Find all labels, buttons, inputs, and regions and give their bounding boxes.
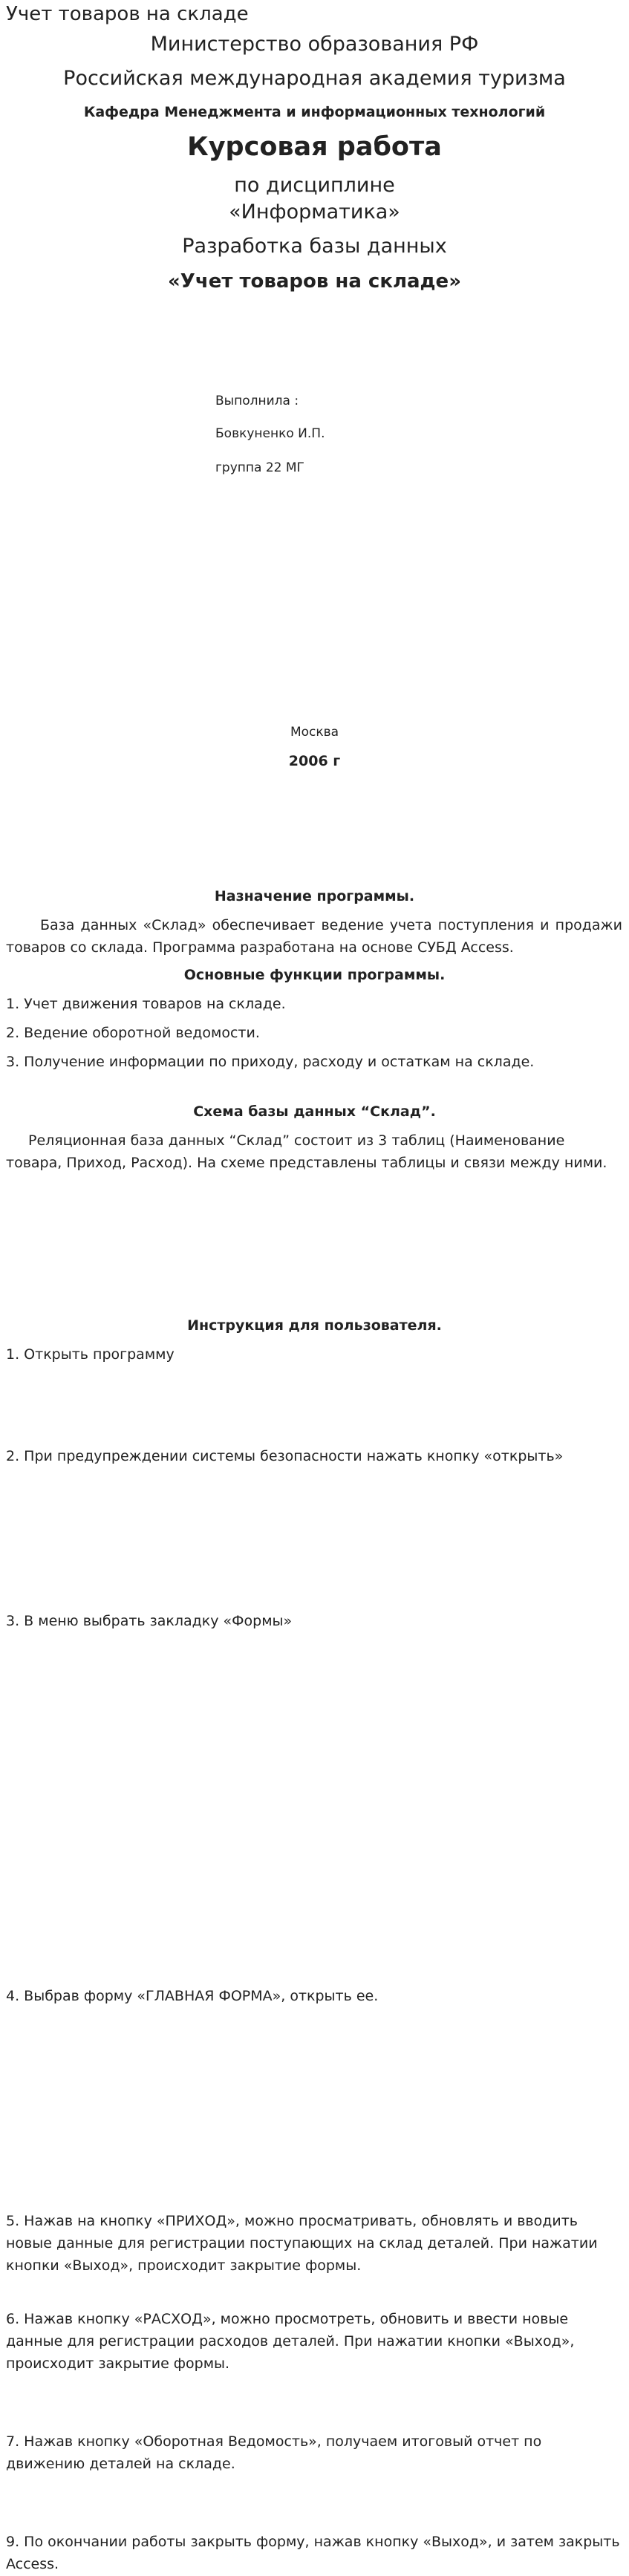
instruction-step: 2. При предупреждении системы безопасности нажать кнопку «открыть» (6, 1448, 564, 1464)
instruction-step: 9. По окончании работы закрыть форму, нажав кнопку «Выход», и затем закрыть Access. (6, 2534, 620, 2572)
instruction-step: 7. Нажав кнопку «Оборотная Ведомость», получаем итоговый отчет по движению деталей на складе. (6, 2433, 542, 2472)
purpose-heading: Назначение программы. (214, 888, 415, 904)
city-line: Москва (290, 725, 339, 740)
instruction-step: 6. Нажав кнопку «РАСХОД», можно просмотреть, обновить и ввести новые данные для регистрации расходов деталей. При нажатии кнопки «Выход», происходит закрытие формы. (6, 2311, 575, 2372)
page-title: Учет товаров на складе (6, 3, 249, 25)
instruction-step: 3. В меню выбрать закладку «Формы» (6, 1613, 293, 1629)
instructions-heading: Инструкция для пользователя. (187, 1317, 442, 1334)
ministry-line: Министерство образования РФ (150, 33, 479, 56)
functions-heading: Основные функции программы. (183, 967, 446, 983)
academy-line: Российская международная академия туризма (63, 67, 566, 90)
performed-label: Выполнила : (215, 394, 299, 408)
instruction-step: 5. Нажав на кнопку «ПРИХОД», можно просматривать, обновлять и вводить новые данные для регистрации поступающих на склад деталей. При нажатии кнопки «Выход», происходит закрытие формы. (6, 2213, 598, 2274)
discipline-line-1: по дисциплине (234, 174, 395, 197)
author-name: Бовкуненко И.П. (215, 426, 325, 441)
discipline-line-2: «Информатика» (229, 200, 400, 224)
instruction-step: 4. Выбрав форму «ГЛАВНАЯ ФОРМА», открыть ее. (6, 1988, 379, 2004)
purpose-text: Базa данных «Склад» обеспечивает ведение учета поступления и продажи товаров со склада. Программа разработана на основе СУБД Access. (6, 917, 622, 956)
topic-line-2: «Учет товаров на складе» (168, 270, 461, 293)
year-line: 2006 г (288, 753, 341, 769)
function-item: 2. Ведение оборотной ведомости. (6, 1025, 260, 1041)
group-line: группа 22 МГ (215, 460, 304, 475)
schema-heading: Схема базы данных “Склад”. (193, 1103, 436, 1120)
work-type-heading: Курсовая работа (187, 132, 442, 162)
schema-text: Реляционная база данных “Склад” состоит из 3 таблиц (Наименование товара, Приход, Расход). На схеме представлены таблицы и связи между ними. (6, 1132, 607, 1171)
department-line: Кафедра Менеджмента и информационных технологий (83, 104, 546, 120)
instruction-step: 1. Открыть программу (6, 1346, 175, 1363)
function-item: 3. Получение информации по приходу, расходу и остаткам на складе. (6, 1054, 535, 1070)
topic-line-1: Разработка базы данных (182, 235, 447, 258)
function-item: 1. Учет движения товаров на складе. (6, 996, 286, 1012)
